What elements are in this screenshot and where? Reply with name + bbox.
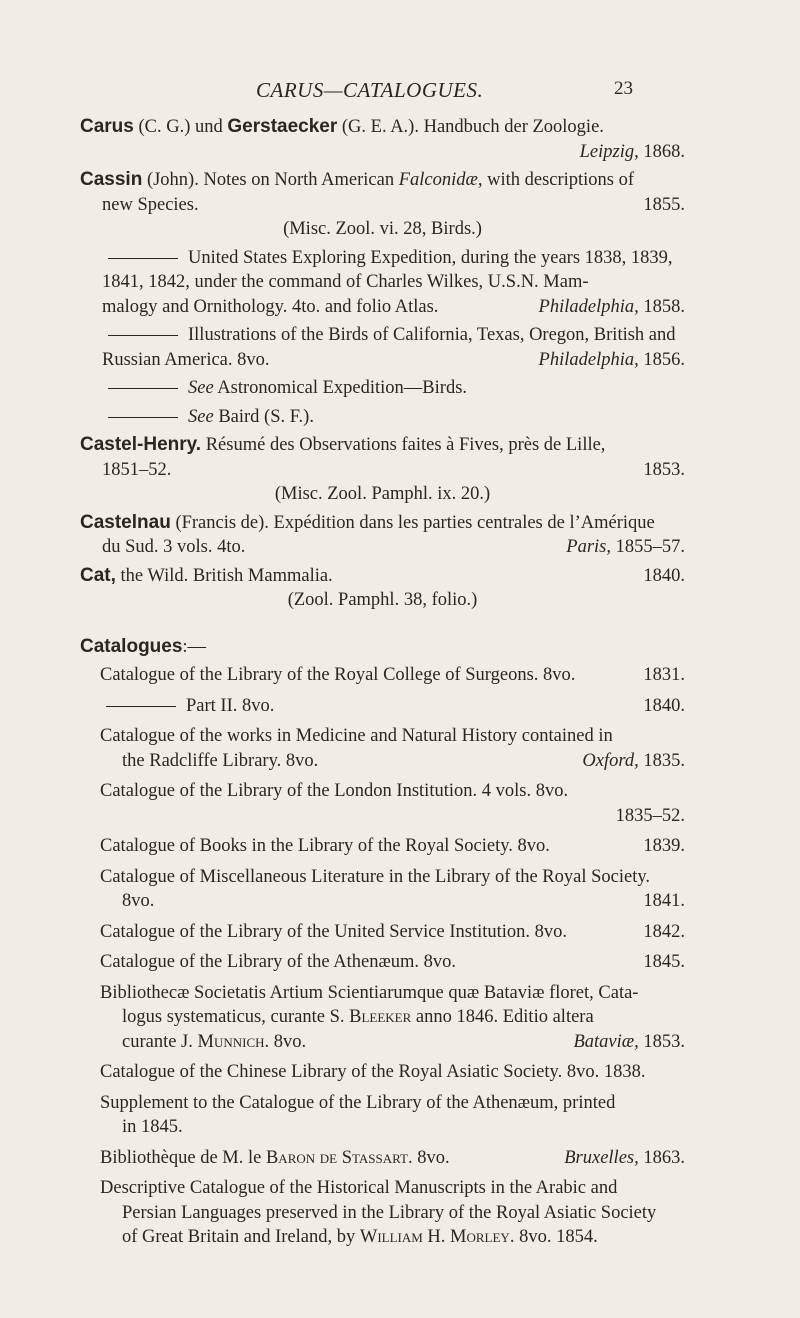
ditto-dash bbox=[108, 335, 178, 336]
author-name: Cat, bbox=[80, 564, 116, 586]
entry-cassin: Cassin (John). Notes on North American Falconidæ, with descriptions of new Species. 1855. (Misc. Zool. vi. 28, Birds.) bbox=[80, 169, 685, 239]
catalogue-item: Catalogue of Miscellaneous Literature in the Library of the Royal Society. 8vo. 1841. bbox=[100, 866, 685, 911]
author-name: Gerstaecker bbox=[227, 116, 338, 137]
catalogue-item: Bibliothèque de M. le Baron de Stassart. 8vo. Bruxelles, 1863. bbox=[100, 1147, 685, 1168]
author-name: Castel-Henry. bbox=[80, 434, 202, 455]
ditto-dash bbox=[108, 417, 178, 418]
catalogue-item: Catalogue of the Library of the Athenæum. 8vo. 1845. bbox=[100, 952, 685, 972]
catalogues-list bbox=[80, 663, 685, 1250]
entry-carus: Carus (C. G.) und Gerstaecker (G. E. A.). Handbuch der Zoologie. Leipzig, 1868. bbox=[80, 116, 685, 162]
page-number: 23 bbox=[614, 78, 633, 99]
running-head-title: CARUS—CATALOGUES. bbox=[256, 78, 484, 102]
ditto-dash bbox=[108, 388, 178, 389]
catalogue-item: Supplement to the Catalogue of the Library of the Athenæum, printed in 1845. bbox=[100, 1092, 616, 1137]
entry-cassin-3: Illustrations of the Birds of California, Texas, Oregon, British and Russian America. 8vo. Philadelphia, 1856. bbox=[102, 325, 685, 370]
entry-castel-henry: Castel-Henry. Résumé des Observations faites à Fives, près de Lille, 1851–52. 1853. (Misc. Zool. Pamphl. ix. 20.) bbox=[80, 434, 685, 504]
catalogue-item: Bibliothecæ Societatis Artium Scientiarumque quæ Bataviæ floret, Cata- logus systematicus, curante S. Bleeker anno 1846. Editio altera curante J. Munnich. 8vo. Bataviæ, 1853. bbox=[100, 982, 685, 1052]
entry-cassin-4: See Astronomical Expedition—Birds. bbox=[80, 376, 685, 401]
entry-cassin-5: See Baird (S. F.). bbox=[80, 405, 685, 430]
catalogues-heading: Catalogues:— bbox=[80, 635, 207, 657]
ditto-dash bbox=[108, 258, 178, 259]
catalogue-item: Catalogue of the Library of the Royal College of Surgeons. 8vo. 1831. bbox=[100, 665, 685, 685]
catalogue-item: Descriptive Catalogue of the Historical Manuscripts in the Arabic and Persian Languages preserved in the Library of the Royal Asiatic Society of Great Britain and Ireland, by William H. Morley. 8vo. 1854. bbox=[100, 1178, 657, 1247]
entry-castelnau: Castelnau (Francis de). Expédition dans les parties centrales de l’Amérique du Sud. 3 vols. 4to. Paris, 1855–57. bbox=[80, 511, 685, 557]
catalogue-item: Catalogue of the Chinese Library of the Royal Asiatic Society. 8vo. 1838. bbox=[100, 1062, 646, 1082]
ditto-dash bbox=[106, 706, 176, 707]
author-name: Cassin bbox=[80, 169, 143, 190]
entry-cassin-2: United States Exploring Expedition, during the years 1838, 1839, 1841, 1842, under the command of Charles Wilkes, U.S.N. Mam- malogy and Ornithology. 4to. and folio Atlas. Philadelphia, 1858. bbox=[102, 247, 685, 317]
catalogue-item: Catalogue of the works in Medicine and Natural History contained in the Radcliffe Library. 8vo. Oxford, 1835. bbox=[100, 726, 685, 771]
author-name: Carus bbox=[80, 116, 134, 137]
page-content bbox=[80, 115, 685, 1256]
catalogue-item: Catalogue of the Library of the United Service Institution. 8vo. 1842. bbox=[100, 921, 685, 942]
running-head bbox=[0, 78, 800, 106]
catalogue-item: Catalogue of Books in the Library of the Royal Society. 8vo. 1839. bbox=[100, 836, 685, 856]
entry-cat: Cat, the Wild. British Mammalia. 1840. (Zool. Pamphl. 38, folio.) bbox=[80, 564, 685, 610]
author-name: Castelnau bbox=[80, 511, 171, 533]
catalogue-item: Part II. 8vo. 1840. bbox=[100, 694, 685, 719]
catalogue-item: Catalogue of the Library of the London Institution. 4 vols. 8vo. 1835–52. bbox=[100, 781, 685, 826]
